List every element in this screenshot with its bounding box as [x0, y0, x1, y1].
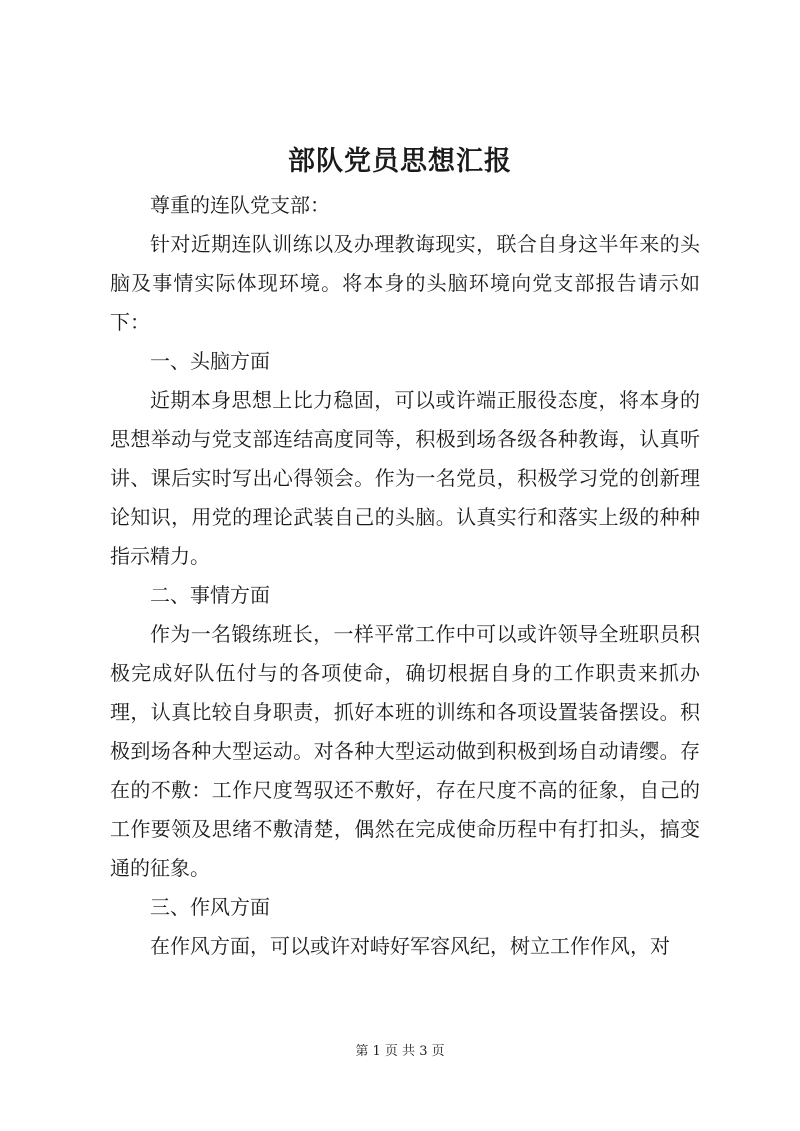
- document-body: [110, 186, 700, 966]
- section-heading-work: 二、事情方面: [150, 583, 270, 607]
- style-paragraph: 在作风方面，可以或许对峙好军容风纪，树立工作作风，对: [150, 934, 670, 958]
- salutation: 尊重的连队党支部：: [150, 193, 330, 217]
- thought-paragraph: 近期本身思想上比力稳固，可以或许端正服役态度，将本身的思想举动与党支部连结高度同等，积极到场各级各种教诲，认真听讲、课后实时写出心得领会。作为一名党员，积极学习党的创新理论知识，用党的理论武装自己的头脑。认真实行和落实上级的种种指示精力。: [110, 388, 700, 568]
- intro-paragraph: 针对近期连队训练以及办理教诲现实，联合自身这半年来的头脑及事情实际体现环境。将本身的头脑环境向党支部报告请示如下：: [110, 232, 700, 334]
- section-heading-thought: 一、头脑方面: [150, 349, 270, 373]
- document-title: 部队党员思想汇报: [288, 146, 512, 177]
- work-paragraph: 作为一名锻练班长，一样平常工作中可以或许领导全班职员积极完成好队伍付与的各项使命，确切根据自身的工作职责来抓办理，认真比较自身职责，抓好本班的训练和各项设置装备摆设。积极到场各种大型运动。对各种大型运动做到积极到场自动请缨。存在的不敷：工作尺度驾驭还不敷好，存在尺度不高的征象，自己的工作要领及思绪不敷清楚，偶然在完成使命历程中有打扣头，搞变通的征象。: [110, 622, 700, 880]
- section-heading-style: 三、作风方面: [150, 895, 270, 919]
- page-number-footer: 第 1 页 共 3 页: [355, 1044, 445, 1059]
